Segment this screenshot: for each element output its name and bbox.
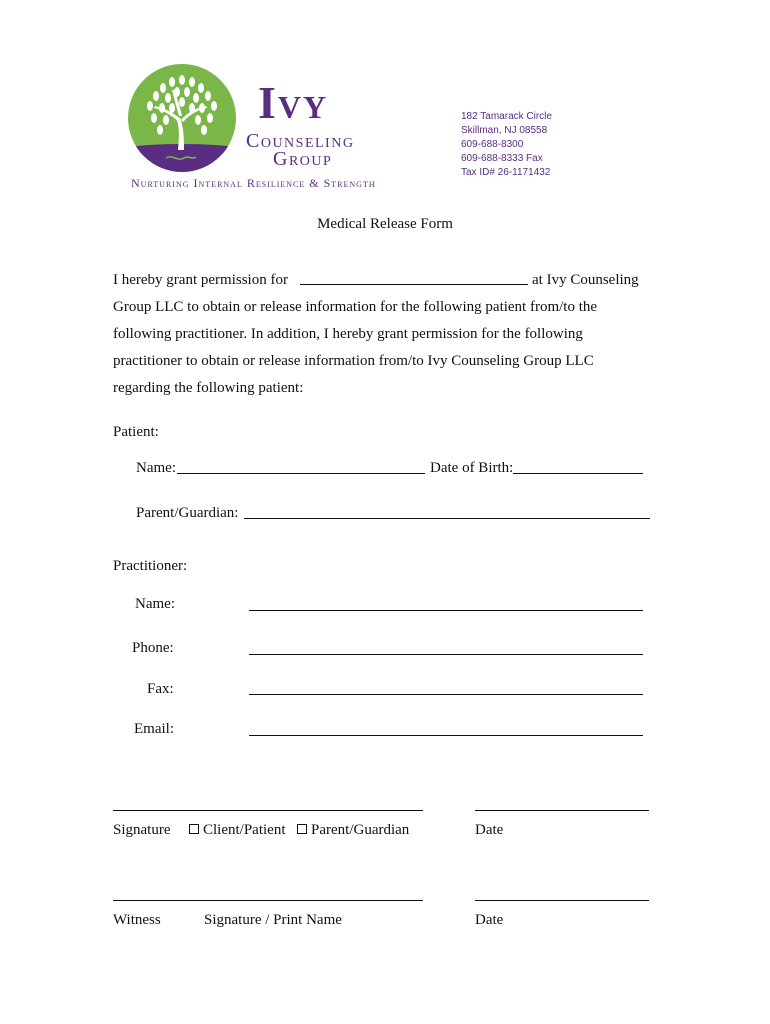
address-block: [461, 110, 552, 180]
witness-label: Witness: [113, 912, 161, 928]
form-title: Medical Release Form: [317, 216, 453, 232]
prac-name-field[interactable]: [249, 610, 643, 611]
signature-date-field[interactable]: [475, 810, 649, 811]
intro-line-2: Group LLC to obtain or release information for the following patient from/to the: [113, 299, 598, 315]
guardian-label: Parent/Guardian:: [136, 505, 239, 521]
intro-line-4: practitioner to obtain or release information from/to Ivy Counseling Group LLC: [113, 353, 594, 369]
dob-label: Date of Birth:: [430, 460, 514, 476]
prac-email-label: Email:: [134, 721, 174, 737]
client-patient-checkbox[interactable]: [189, 824, 199, 834]
address-fax: 609-688-8333 Fax: [461, 153, 543, 164]
parent-guardian-label: Parent/Guardian: [311, 822, 410, 838]
brand-name-group: Group: [273, 148, 333, 170]
witness-sig-label: Signature / Print Name: [204, 912, 342, 928]
parent-guardian-option[interactable]: [297, 821, 409, 839]
witness-date-field[interactable]: [475, 900, 649, 901]
brand-name-counseling: Counseling: [246, 130, 355, 152]
prac-phone-label: Phone:: [132, 640, 174, 656]
patient-name-field[interactable]: [177, 473, 425, 474]
prac-phone-field[interactable]: [249, 654, 643, 655]
date-label-1: Date: [475, 822, 504, 838]
parent-guardian-checkbox[interactable]: [297, 824, 307, 834]
patient-name-label: Name:: [136, 460, 176, 476]
date-label-2: Date: [475, 912, 504, 928]
patient-heading: Patient:: [113, 424, 159, 440]
intro-line-1a: I hereby grant permission for: [113, 272, 288, 288]
dob-field[interactable]: [513, 473, 643, 474]
brand-name: Ivy: [258, 77, 329, 128]
prac-fax-label: Fax:: [147, 681, 174, 697]
signature-field[interactable]: [113, 810, 423, 811]
client-patient-label: Client/Patient: [203, 822, 286, 838]
grantee-field[interactable]: [300, 284, 528, 285]
intro-line-1b: at Ivy Counseling: [532, 272, 639, 288]
prac-name-label: Name:: [135, 596, 175, 612]
guardian-field[interactable]: [244, 518, 650, 519]
intro-line-3: following practitioner. In addition, I hereby grant permission for the following: [113, 326, 583, 342]
address-city: Skillman, NJ 08558: [461, 125, 548, 136]
intro-line-5: regarding the following patient:: [113, 380, 304, 396]
practitioner-heading: Practitioner:: [113, 558, 188, 574]
prac-fax-field[interactable]: [249, 694, 643, 695]
brand-tagline: Nurturing Internal Resilience & Strength: [131, 176, 376, 190]
client-patient-option[interactable]: [189, 821, 286, 839]
address-tax-id: Tax ID# 26-1171432: [461, 167, 551, 178]
prac-email-field[interactable]: [249, 735, 643, 736]
witness-field[interactable]: [113, 900, 423, 901]
address-phone: 609-688-8300: [461, 139, 524, 150]
tree-logo-icon: [126, 62, 238, 174]
address-street: 182 Tamarack Circle: [461, 111, 552, 122]
signature-label: Signature: [113, 822, 171, 838]
